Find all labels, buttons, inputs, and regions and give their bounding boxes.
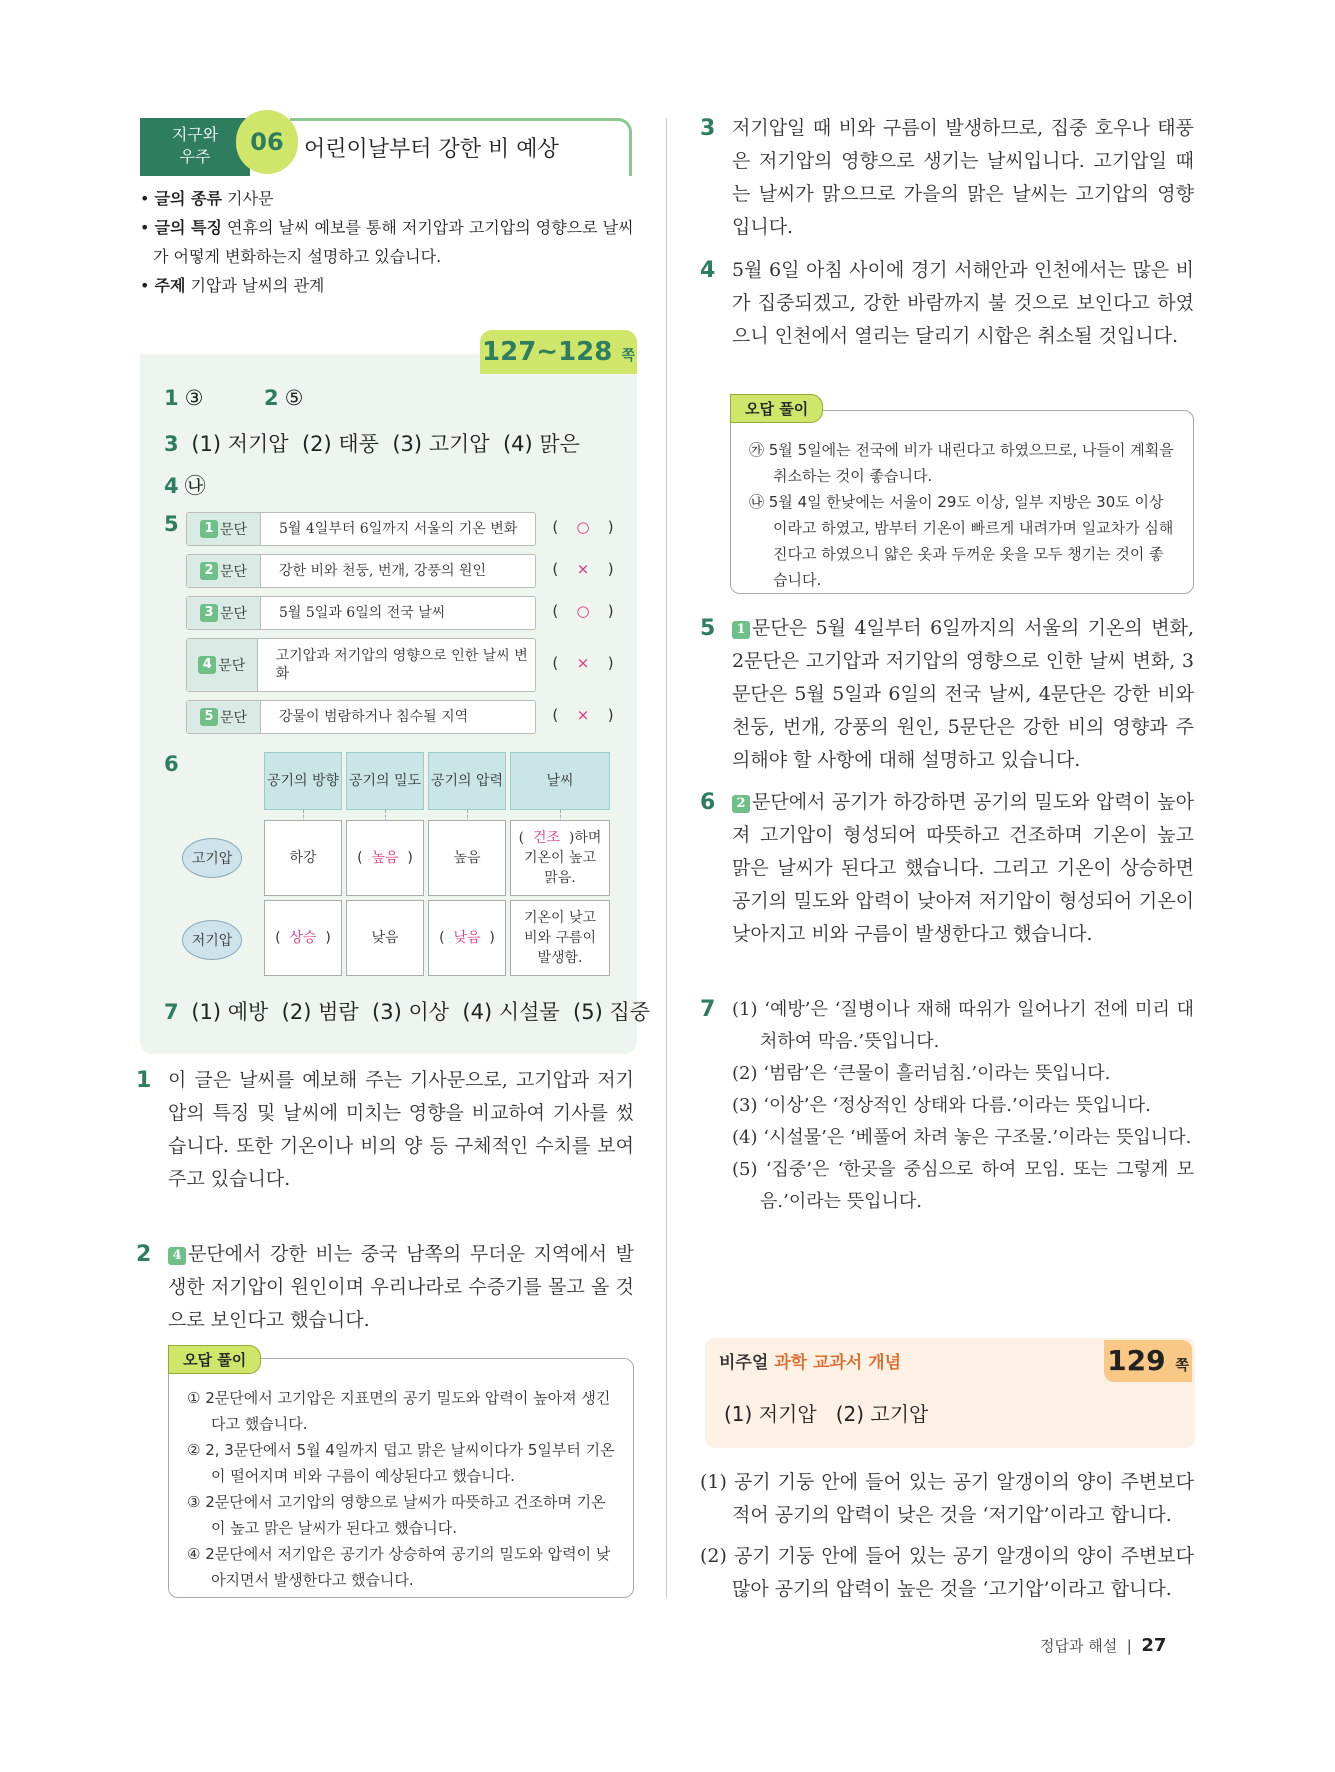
answer-2: 2 ⑤ — [264, 386, 304, 410]
info-kind: • 글의 종류 기사문 — [140, 189, 274, 208]
a6-header: 공기의 방향 — [264, 752, 342, 810]
visual-exp-2: (2) 공기 기둥 안에 들어 있는 공기 알갱이의 양이 주변보다 많아 공기의 압력이 높은 것을 ‘고기압’이라고 합니다. — [700, 1545, 1194, 1600]
a5-mark: ( ○ ) — [552, 518, 614, 536]
odap-item: ① 2문단에서 고기압은 지표면의 공기 밀도와 압력이 높아져 생긴다고 했습니다. — [187, 1389, 611, 1433]
explanation-1: 1 이 글은 날씨를 예보해 주는 기사문으로, 고기압과 저기압의 특징 및 날씨에 미치는 영향을 비교하여 기사를 썼습니다. 또한 기온이나 비의 양 등 구체적인 수치를 보여 주고 있습니다. — [136, 1068, 634, 1190]
a5-row: 2 문단 강한 비와 천둥, 번개, 강풍의 원인 — [186, 554, 536, 588]
visual-exp-1: (1) 공기 기둥 안에 들어 있는 공기 알갱이의 양이 주변보다 적어 공기의 압력이 낮은 것을 ‘저기압’이라고 합니다. — [700, 1471, 1194, 1526]
odap-item: ㉯ 5월 4일 한낮에는 서울이 29도 이상, 일부 지방은 30도 이상이라고 하였고, 밤부터 기온이 빠르게 내려가며 일교차가 심해진다고 하였으니 얇은 옷과 두꺼운 옷을 모두 챙기는 것이 좋습니다. — [749, 493, 1174, 589]
odap-item: ㉮ 5월 5일에는 전국에 비가 내린다고 하였으므로, 나들이 계획을 취소하는 것이 좋습니다. — [749, 441, 1174, 485]
a6-header: 공기의 밀도 — [346, 752, 424, 810]
a6-cell: ( 상승 ) — [264, 900, 342, 976]
a6-cell: 하강 — [264, 820, 342, 896]
column-divider — [666, 118, 667, 1598]
a6-cell: ( 낮음 ) — [428, 900, 506, 976]
explanation-3: 3 저기압일 때 비와 구름이 발생하므로, 집중 호우나 태풍은 저기압의 영향으로 생기는 날씨입니다. 고기압일 때는 날씨가 맑으므로 가을의 맑은 날씨는 고기압의 영향입니다. — [700, 116, 1194, 238]
visual-page-tag: 129 쪽 — [1104, 1340, 1192, 1382]
odap-item: ③ 2문단에서 고기압의 영향으로 날씨가 따뜻하고 건조하며 기온이 높고 맑은 날씨가 된다고 했습니다. — [187, 1493, 606, 1537]
a5-row: 4 문단 고기압과 저기압의 영향으로 인한 날씨 변화 — [186, 638, 536, 692]
odap-tag: 오답 풀이 — [168, 1345, 261, 1374]
answer-7: 7 (1) 예방 (2) 범람 (3) 이상 (4) 시설물 (5) 집중 — [164, 1000, 651, 1024]
explanation-7: 7 (1) ‘예방’은 ‘질병이나 재해 따위가 일어나기 전에 미리 대처하여 막음.’뜻입니다. (2) ‘범람’은 ‘큰물이 흘러넘침.’이라는 뜻입니다. (3) ‘이상’은 ‘정상적인 상태와 다름.’이라는 뜻입니다. (4) ‘시설물’은 ‘베풀어 차려 놓은 구조물.’이라는 뜻입니다. (5) ‘집중’은 ‘한곳을 중심으로 하여 모임. 또는 그렇게 모음.’이라는 뜻입니다. — [700, 997, 1194, 1212]
a5-row: 5 문단 강물이 범람하거나 침수될 지역 — [186, 700, 536, 734]
explanation-5: 5 1 문단은 5월 4일부터 6일까지의 서울의 기온의 변화, 2문단은 고기압과 저기압의 영향으로 인한 날씨 변화, 3문단은 5월 5일과 6일의 전국 날씨, 4문단은 강한 비와 천둥, 번개, 강풍의 원인, 5문단은 강한 비의 영향과 주의해야 할 사항에 대해 설명하고 있습니다. — [700, 616, 1194, 771]
unit-title: 어린이날부터 강한 비 예상 — [304, 137, 559, 162]
odap-box-4 — [730, 410, 1194, 594]
odap-item: ② 2, 3문단에서 5월 4일까지 덥고 맑은 날씨이다가 5일부터 기온이 떨어지며 비와 구름이 예상된다고 했습니다. — [187, 1441, 615, 1485]
category-line-1: 지구와 — [171, 125, 219, 144]
answer-4: 4 ㉯ — [164, 474, 206, 498]
answer-1: 1 ③ — [164, 386, 204, 410]
a6-cell: 높음 — [428, 820, 506, 896]
explanation-2: 2 4 문단에서 강한 비는 중국 남쪽의 무더운 지역에서 발생한 저기압이 원인이며 우리나라로 수증기를 몰고 올 것으로 보인다고 했습니다. — [136, 1242, 634, 1331]
a5-mark: ( ○ ) — [552, 602, 614, 620]
visual-answer: (1) 저기압 (2) 고기압 — [724, 1402, 929, 1426]
reading-info — [140, 184, 640, 300]
category-line-2: 우주 — [179, 147, 211, 166]
odap-item: ④ 2문단에서 저기압은 공기가 상승하여 공기의 밀도와 압력이 낮아지면서 발생한다고 했습니다. — [187, 1545, 611, 1589]
explanation-6: 6 2 문단에서 공기가 하강하면 공기의 밀도와 압력이 높아져 고기압이 형성되어 따뜻하고 건조하며 기온이 높고 맑은 날씨가 된다고 했습니다. 그리고 기온이 상승하면 공기의 밀도와 압력이 낮아져 저기압이 형성되어 기온이 낮아지고 비와 구름이 발생한다고 했습니다. — [700, 790, 1194, 945]
unit-number-badge: 06 — [236, 110, 298, 174]
info-theme: • 주제 기압과 날씨의 관계 — [140, 276, 325, 295]
a5-mark: ( × ) — [552, 560, 614, 578]
odap-tag: 오답 풀이 — [730, 394, 823, 423]
explanation-4: 4 5월 6일 아침 사이에 경기 서해안과 인천에서는 많은 비가 집중되겠고, 강한 바람까지 불 것으로 보인다고 하였으니 인천에서 열리는 달리기 시합은 취소될 것입니다. — [700, 258, 1194, 347]
a5-mark: ( × ) — [552, 654, 614, 672]
a5-mark: ( × ) — [552, 706, 614, 724]
visual-title: 비주얼 과학 교과서 개념 — [705, 1343, 945, 1383]
answer-6-label: 6 — [164, 752, 179, 776]
a6-low-label: 저기압 — [182, 920, 242, 960]
a6-high-label: 고기압 — [182, 838, 242, 878]
unit-title-box — [290, 118, 632, 176]
category-tab — [140, 118, 250, 176]
a6-cell: ( 높음 ) — [346, 820, 424, 896]
a6-cell: 기온이 낮고 비와 구름이 발생함. — [510, 900, 610, 976]
a5-row: 1 문단 5월 4일부터 6일까지 서울의 기온 변화 — [186, 512, 536, 546]
odap-box-2 — [168, 1358, 634, 1598]
answer-page-tag: 127~128 쪽 — [480, 330, 637, 374]
page-footer: 정답과 해설 | 27 — [1040, 1635, 1167, 1656]
answer-5-label: 5 — [164, 512, 179, 536]
answer-3: 3 (1) 저기압 (2) 태풍 (3) 고기압 (4) 맑은 — [164, 432, 580, 456]
a5-row: 3 문단 5월 5일과 6일의 전국 날씨 — [186, 596, 536, 630]
a6-cell: ( 건조 )하며 기온이 높고 맑음. — [510, 820, 610, 896]
a6-cell: 낮음 — [346, 900, 424, 976]
a6-header: 공기의 압력 — [428, 752, 506, 810]
a6-header: 날씨 — [510, 752, 610, 810]
info-feature: • 글의 특징 연휴의 날씨 예보를 통해 저기압과 고기압의 영향으로 날씨가 어떻게 변화하는지 설명하고 있습니다. — [140, 218, 634, 266]
